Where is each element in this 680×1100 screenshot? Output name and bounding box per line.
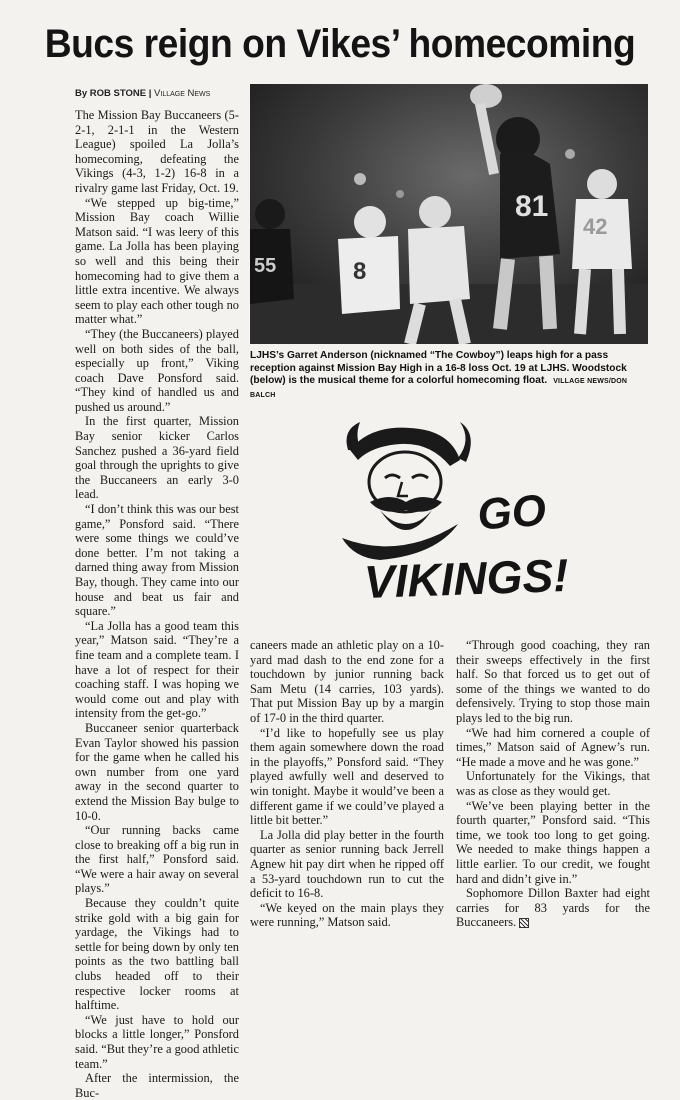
football-photo [250,84,648,344]
paragraph: “La Jolla has a good team this year,” Matson said. “They’re a fine team and a complete team. I have a lot of respect for their coaching staff. I was hoping we would come out and play with intensity from the get-go.” [75,618,239,721]
jersey-number-8: 8 [353,258,367,285]
article-column-3 [456,638,650,930]
final-sentence: Sophomore Dillon Baxter had eight carries for 83 yards for the Buccaneers. [456,886,650,930]
jersey-number-55: 55 [254,255,277,277]
photo-illustration [250,84,648,344]
paragraph: “They (the Buccaneers) played well on both sides of the ball, especially up front,” Viking coach Dave Ponsford said. “They kind of handled us and pushed us around.” [75,326,239,414]
photo-caption [250,350,648,402]
go-vikings-logo [340,420,570,610]
paragraph [456,886,650,930]
paragraph: After the intermission, the Buc- [75,1071,239,1100]
paragraph: Unfortunately for the Vikings, that was as close as they would get. [456,769,650,798]
paragraph: In the first quarter, Mission Bay senior kicker Carlos Sanchez pushed a 36-yard field goal through the uprights to give the Buccaneers an early 3-0 lead. [75,414,239,502]
byline-author: By ROB STONE [75,88,147,99]
byline-separator: | [146,88,155,99]
paragraph: Because they couldn’t quite strike gold with a big gain for yardage, the Vikings had to settle for being down by only ten points as the two battling ball clubs headed off to their respective locker rooms at halftime. [75,896,239,1013]
article-column-2 [250,638,444,930]
logo-go-text: GO [475,485,548,540]
paragraph: “We keyed on the main plays they were running,” Matson said. [250,900,444,930]
byline [75,88,210,99]
byline-publication: Village News [154,88,211,99]
end-of-story-icon [519,918,529,928]
paragraph: La Jolla did play better in the fourth quarter as senior running back Jerrell Agnew hit pay dirt when he ripped off a 53-yard touchdown run to cut the deficit to 16-8. [250,827,444,901]
jersey-number-42: 42 [583,214,608,239]
paragraph: “We just have to hold our blocks a little longer,” Ponsford said. “But they’re a good athletic team.” [75,1012,239,1071]
logo-vikings-text: VIKINGS! [363,548,570,608]
paragraph: Buccaneer senior quarterback Evan Taylor showed his passion for the game when he called his own number from one yard away in the second quarter to extend the Mission Bay bulge to 10-0. [75,720,239,823]
paragraph: “I don’t think this was our best game,” Ponsford said. “There were some things we could’ve done better. I’m not taking a darned thing away from Mission Bay, though. They came into our house and beat us fair and square.” [75,502,239,619]
paragraph: “We stepped up big-time,” Mission Bay coach Willie Matson said. “I was leery of this game. La Jolla has been playing so well and this being their homecoming had to give them a little extra incentive. We always seem to play each other tough no matter what.” [75,195,239,327]
caption-text: LJHS’s Garret Anderson (nicknamed “The Cowboy”) leaps high for a pass reception against Mission Bay High in a 16-8 loss Oct. 19 at LJHS. Woodstock (below) is the musical theme for a colorful homecoming float. [250,350,627,386]
paragraph: caneers made an athletic play on a 10-yard mad dash to the end zone for a touchdown by junior running back Sam Metu (14 carries, 103 yards). That put Mission Bay up by a margin of 17-0 in the third quarter. [250,638,444,725]
paragraph: “Our running backs came close to breaking off a big run in the first half,” Ponsford said. “We were a hair away on several plays.” [75,823,239,896]
paragraph: The Mission Bay Buccaneers (5-2-1, 2-1-1 in the Western League) spoiled La Jolla’s homecoming, defeating the Vikings (4-3, 1-2) 16-8 in a rivalry game last Friday, Oct. 19. [75,108,239,195]
headline: Bucs reign on Vikes’ homecoming [44,22,636,66]
paragraph: “Through good coaching, they ran their sweeps effectively in the first half. So that forced us to get out of some of the things we wanted to do defensively. Trying to stop those main plays led to the big run. [456,638,650,725]
article-column-1 [75,108,239,1100]
viking-mascot-illustration [340,420,570,610]
paragraph: “We had him cornered a couple of times,” Matson said of Agnew’s run. “He made a move and he was gone.” [456,725,650,769]
jersey-number-81: 81 [515,190,549,223]
photo-credit: VILLAGE NEWS/DON BALCH [250,378,628,399]
paragraph: “We’ve been playing better in the fourth quarter,” Ponsford said. “This time, we took too long to get going. We needed to make things happen a little earlier. To our credit, we fought hard and didn’t give in.” [456,798,650,886]
paragraph: “I’d like to hopefully see us play them again somewhere down the road in the playoffs,” Ponsford said. “They played awfully well and deserved to win tonight. Maybe it would’ve been a different game if we could’ve played a little bit better.” [250,725,444,828]
